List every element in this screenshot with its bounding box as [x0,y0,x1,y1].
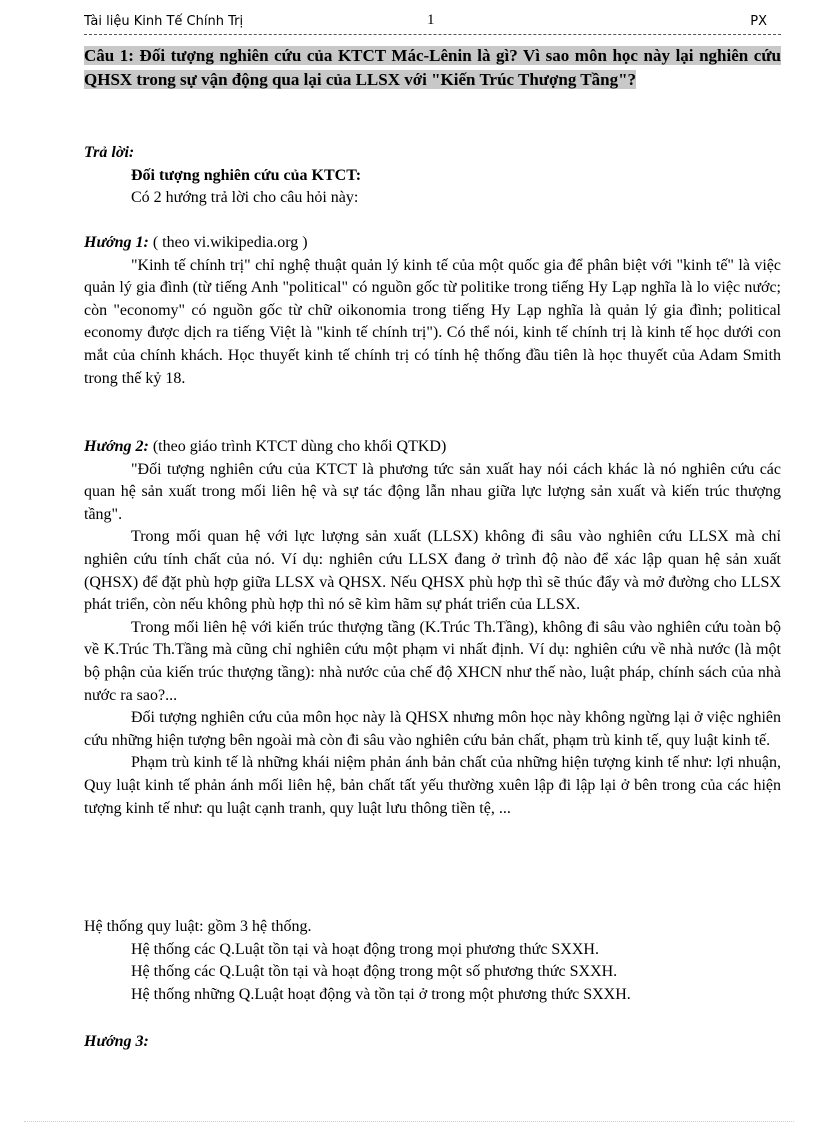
answer-section [84,142,781,210]
header-title: Tài liệu Kinh Tế Chính Trị [84,14,244,29]
header-author: PX [750,14,767,29]
huong2-source: (theo giáo trình KTCT dùng cho khối QTKD) [148,438,447,455]
huong3-section [84,1031,781,1054]
huong2-paragraph-4: Đối tượng nghiên cứu của môn học này là QHSX nhưng môn học này không ngừng lại ở việc nghiên cứu những hiện tượng bên ngoài mà còn đi sâu vào nghiên cứu bản chất, phạm trù kinh tế, quy luật kinh tế. [84,709,781,749]
huong2-section [84,436,781,820]
answer-label: Trả lời: [84,144,135,161]
huong2-paragraph-3: Trong mối liên hệ với kiến trúc thượng tầng (K.Trúc Th.Tầng), không đi sâu vào nghiên cứu toàn bộ về K.Trúc Th.Tầng mà cũng chỉ nghiên cứu một phạm vi nhất định. Ví dụ: nghiên cứu về nhà nước (là một bộ phận của kiến trúc thượng tầng): nhà nước của chế độ XHCN như thế nào, luật pháp, chính sách của nhà nước ra sao?... [84,618,781,704]
answer-intro: Có 2 hướng trả lời cho câu hỏi này: [131,189,359,207]
huong1-label: Hướng 1: [84,234,149,251]
huong1-source: ( theo vi.wikipedia.org ) [148,234,308,251]
huong2-paragraph-5: Phạm trù kinh tế là những khái niệm phản ánh bản chất của những hiện tượng kinh tế như: lợi nhuận, Quy luật kinh tế phản ánh mối liên hệ, bản chất tất yếu thường xuên lập đi lập lại ở bên trong của các hiện tượng kinh tế như: qu luật cạnh tranh, quy luật lưu thông tiền tệ, ... [84,754,781,817]
page-header [84,12,781,36]
huong2-label: Hướng 2: [84,438,149,455]
he-thong-item-2: Hệ thống các Q.Luật tồn tại và hoạt động trong một số phương thức SXXH. [131,963,618,981]
he-thong-title: Hệ thống quy luật: gồm 3 hệ thống. [84,918,312,935]
footer-divider [24,1121,794,1122]
header-divider [84,34,781,35]
page-number: 1 [427,12,435,28]
huong1-section [84,232,781,390]
huong2-heading [84,436,781,459]
question-heading [84,44,781,91]
he-thong-item-3: Hệ thống những Q.Luật hoạt động và tồn tại ở trong một phương thức SXXH. [131,985,631,1003]
he-thong-section [84,916,781,1006]
huong2-paragraph-1: "Đối tượng nghiên cứu của KTCT là phương tức sản xuất hay nói cách khác là nó nghiên cứu các quan hệ sản xuất trong mối liên hệ và sự tác động lẫn nhau giữa lực lượng sản xuất và kiến trúc thượng tầng". [84,460,781,523]
huong2-paragraph-2: Trong mối quan hệ với lực lượng sản xuất (LLSX) không đi sâu vào nghiên cứu LLSX mà chỉ nghiên cứu tính chất của nó. Ví dụ: nghiên cứu LLSX đang ở trình độ nào để xác lập quan hệ sản xuất (QHSX) để đặt phù hợp giữa LLSX và QHSX. Nếu QHSX phù hợp thì sẽ thúc đẩy và mở đường cho LLSX phát triển, còn nếu không phù hợp thì nó sẽ kìm hãm sự phát triển của LLSX. [84,528,781,614]
huong1-paragraph: "Kinh tế chính trị" chỉ nghệ thuật quản lý kinh tế của một quốc gia để phân biệt với "kinh tế" là việc quản lý gia đình (từ tiếng Anh "political" có nguồn gốc từ politike trong tiếng Hy Lạp nghĩa là lo việc nước; còn "economy" có nguồn gốc từ chữ oikonomia trong tiếng Hy Lạp nghĩa là quản lý gia đình; political economy được dịch ra tiếng Việt là "kinh tế chính trị"). Có thể nói, kinh tế chính trị là kinh tế học dưới con mắt của chính khách. Học thuyết kinh tế chính trị có tính hệ thống đầu tiên là học thuyết của Adam Smith trong thế kỷ 18. [84,256,781,387]
he-thong-item-1: Hệ thống các Q.Luật tồn tại và hoạt động trong mọi phương thức SXXH. [131,940,599,958]
huong3-label: Hướng 3: [84,1033,149,1050]
huong1-heading [84,232,781,255]
question-text: Câu 1: Đối tượng nghiên cứu của KTCT Mác-Lênin là gì? Vì sao môn học này lại nghiên cứu QHSX trong sự vận động qua lại của LLSX với "Kiến Trúc Thượng Tầng"? [84,46,781,89]
answer-subtitle: Đối tượng nghiên cứu của KTCT: [131,166,362,184]
